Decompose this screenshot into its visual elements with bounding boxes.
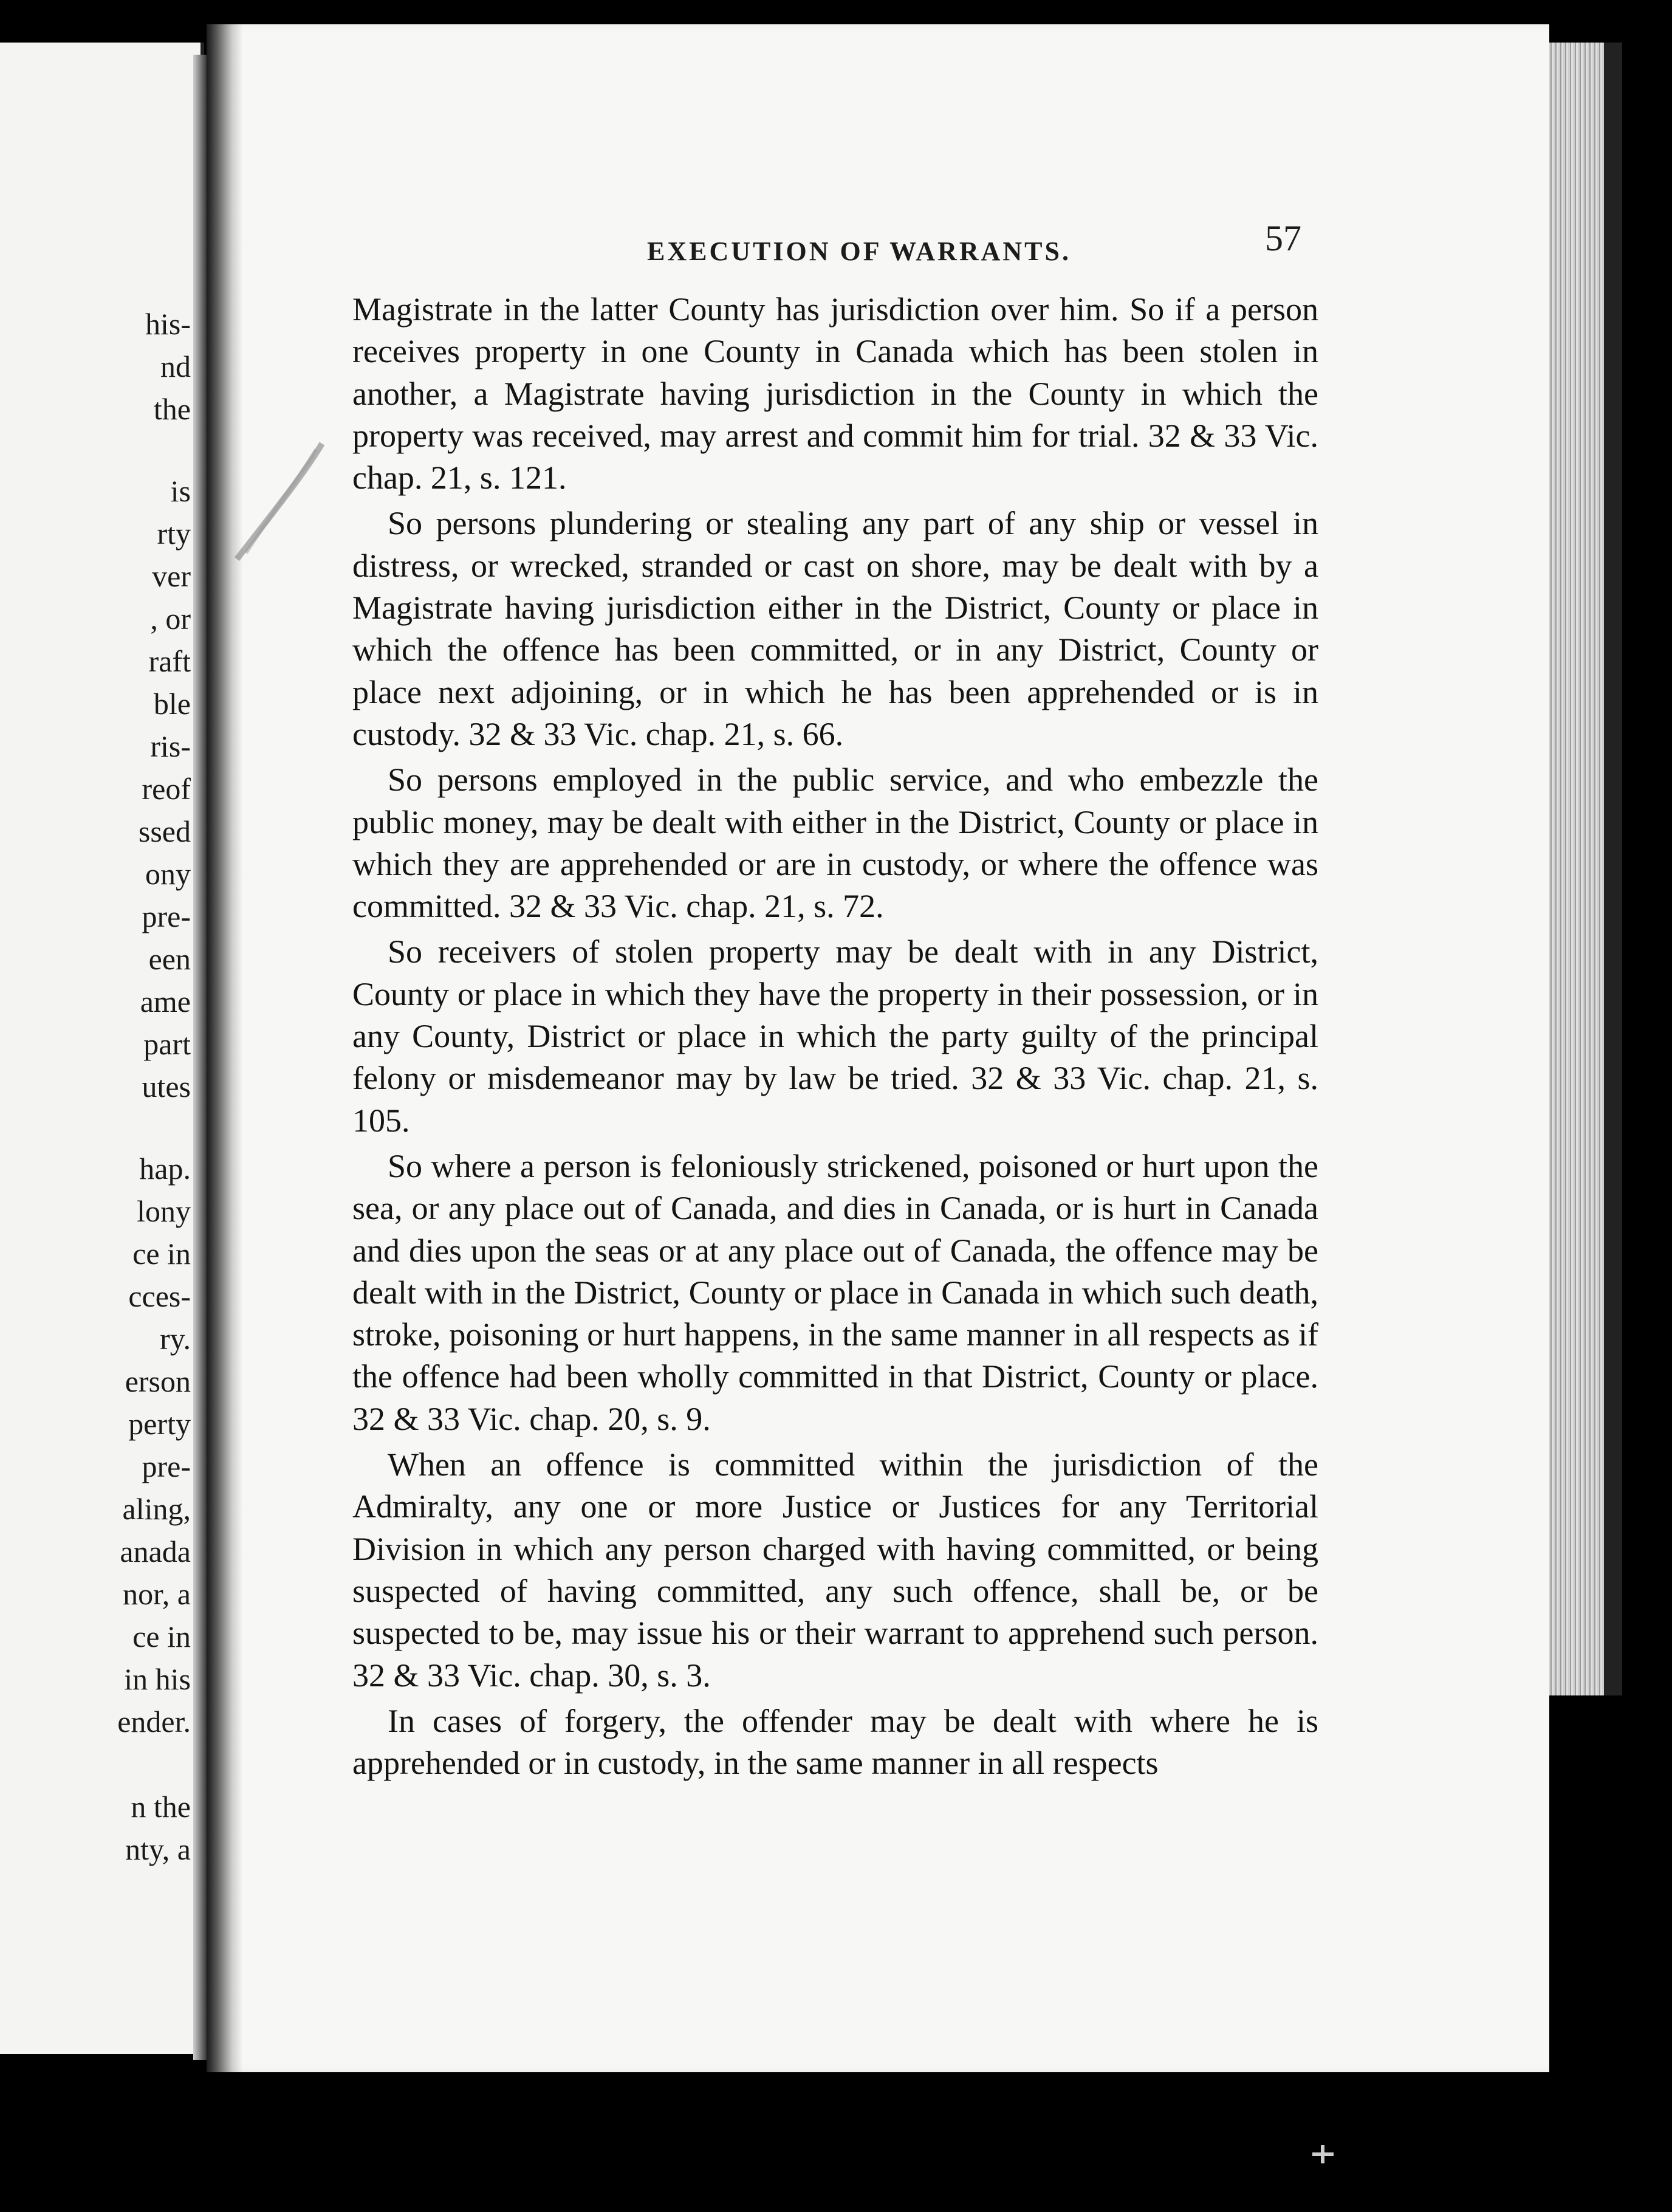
previous-page-line-fragment: ssed — [138, 814, 191, 848]
previous-page-line-fragment: pre- — [142, 899, 191, 933]
previous-page-line-fragment: ame — [140, 984, 191, 1018]
previous-page-line-fragment: ender. — [117, 1705, 191, 1739]
previous-page-line-fragment: anada — [120, 1534, 191, 1568]
previous-page-line-fragment: pre- — [142, 1449, 191, 1483]
page-edges — [1546, 43, 1612, 1695]
previous-page-line-fragment: his- — [145, 307, 191, 341]
paragraph: When an offence is committed within the jurisdiction of the Admiralty, any one or more Justice or Justices for any Territorial Division in which any person charged with having committed, or being suspected of having committed, any such offence, shall be, or be suspected to be, may issue his or their warrant to apprehend such person. 32 & 33 Vic. chap. 30, s. 3. — [352, 1446, 1318, 1694]
previous-page-line-fragment: , or — [150, 602, 191, 636]
previous-page-line-fragment: n the — [131, 1790, 191, 1824]
margin-pen-mark — [231, 438, 334, 565]
previous-page-line-fragment: een — [148, 942, 191, 976]
previous-page-line-fragment: erson — [125, 1364, 191, 1398]
paragraph: So persons employed in the public service, and who embezzle the public money, may be dealt with either in the District, County or place in which they are apprehended or are in custody, or where the offence was committed. 32 & 33 Vic. chap. 21, s. 72. — [352, 761, 1318, 925]
previous-page-line-fragment: ony — [145, 857, 191, 891]
previous-page-line-fragment: ce in — [132, 1237, 191, 1271]
previous-page-line-fragment: aling, — [122, 1492, 191, 1526]
previous-page-line-fragment: is — [170, 474, 191, 508]
gutter-shadow — [207, 24, 243, 2072]
previous-page-line-fragment: nd — [160, 349, 191, 383]
previous-page-line-fragment: nty, a — [125, 1832, 191, 1866]
previous-page-line-fragment: ver — [152, 559, 191, 593]
book-cover-edge — [1604, 43, 1622, 1695]
previous-page-line-fragment: the — [153, 392, 191, 426]
previous-page-line-fragment: raft — [148, 644, 191, 678]
previous-page-line-fragment: hap. — [139, 1152, 191, 1186]
paragraph: So persons plundering or stealing any part of any ship or vessel in distress, or wrecked, stranded or cast on shore, may be dealt with by a Magistrate having jurisdiction either in the District, County or place in which the offence has been committed, or in any District, County or place next adjoining, or in which he has been apprehended or is in custody. 32 & 33 Vic. chap. 21, s. 66. — [352, 505, 1318, 752]
running-title: EXECUTION OF WARRANTS. — [647, 236, 1071, 266]
previous-page-line-fragment: in his — [124, 1662, 191, 1696]
previous-page-line-fragment: ry. — [160, 1322, 191, 1356]
previous-page — [0, 43, 204, 2054]
page-number: 57 — [1265, 218, 1301, 258]
previous-page-line-fragment: ble — [153, 687, 191, 721]
paragraph: In cases of forgery, the offender may be dealt with where he is apprehended or in custody, in the same manner in all respects — [352, 1702, 1318, 1782]
previous-page-line-fragment: utes — [142, 1070, 191, 1104]
paragraph: So where a person is feloniously strickened, poisoned or hurt upon the sea, or any place out of Canada, and dies in Canada, or is hurt in Canada and dies upon the seas or at any place out of Canada, the offence may be dealt with in the District, County or place in Canada in which such death, stroke, poisoning or hurt happens, in the same manner in all respects as if the offence had been wholly committed in that District, County or place. 32 & 33 Vic. chap. 20, s. 9. — [352, 1147, 1318, 1437]
previous-page-line-fragment: ce in — [132, 1619, 191, 1654]
previous-page-text-fragments — [0, 43, 194, 2054]
previous-page-line-fragment: nor, a — [123, 1577, 191, 1611]
scan-artifact-mark — [1309, 2142, 1337, 2166]
previous-page-line-fragment: part — [143, 1027, 191, 1061]
previous-page-line-fragment: cces- — [128, 1279, 191, 1313]
previous-page-line-fragment: rty — [157, 517, 191, 551]
body-text — [352, 289, 1318, 1788]
previous-page-line-fragment: perty — [128, 1407, 191, 1441]
paragraph: Magistrate in the latter County has jurisdiction over him. So if a person receives property in one County in Canada which has been stolen in another, a Magistrate having jurisdiction in the County in which the property was received, may arrest and commit him for trial. 32 & 33 Vic. chap. 21, s. 121. — [352, 291, 1318, 496]
paragraph: So receivers of stolen property may be dealt with in any District, County or place in which they have the property in their possession, or in any County, District or place in which the party guilty of the principal felony or misdemeanor may by law be tried. 32 & 33 Vic. chap. 21, s. 105. — [352, 933, 1318, 1139]
previous-page-line-fragment: ris- — [150, 729, 191, 763]
previous-page-line-fragment: lony — [137, 1194, 191, 1228]
previous-page-line-fragment: reof — [142, 772, 191, 806]
